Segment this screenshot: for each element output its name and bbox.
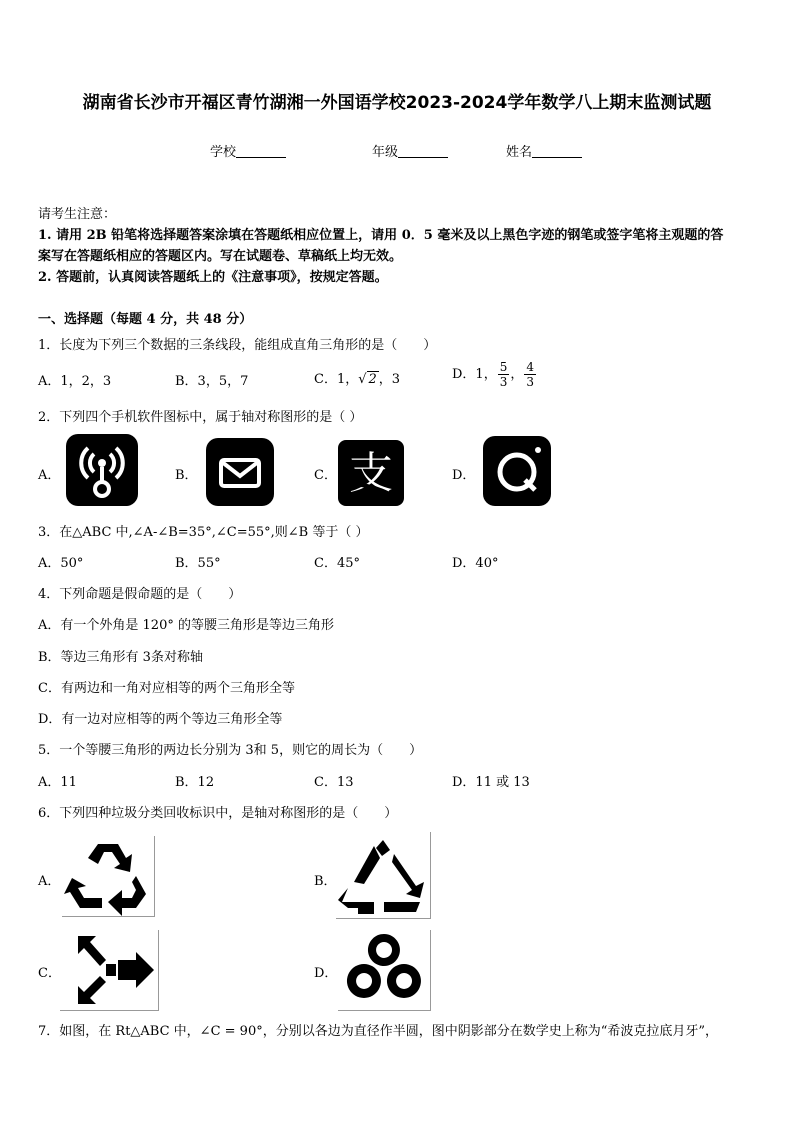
grade-field[interactable] (372, 141, 448, 160)
q6-option-d-label[interactable]: D． (314, 966, 338, 981)
q3-option-a[interactable]: A．50° (38, 556, 84, 571)
q1-d-f1-den: 3 (499, 375, 508, 389)
q1-d-f2-num: 4 (526, 360, 534, 374)
q1-c-sqrt: √ 2 (358, 372, 377, 387)
q1-option-c[interactable] (314, 368, 400, 387)
wifi-key-icon[interactable] (66, 434, 138, 506)
grade-label: 年级 (372, 145, 399, 160)
recycle-trefoil-icon[interactable] (338, 930, 431, 1011)
q-search-icon[interactable] (483, 436, 551, 506)
notice-heading: 请考生注意： (38, 207, 117, 222)
q6-stem: 6．下列四种垃圾分类回收标识中，是轴对称图形的是（ ） (38, 806, 398, 821)
q6-option-a-label[interactable]: A． (38, 874, 61, 889)
mail-icon[interactable] (206, 438, 274, 506)
q4-stem: 4．下列命题是假命题的是（ ） (38, 587, 242, 602)
recycle-converging-arrows-icon[interactable] (60, 930, 159, 1011)
q3-option-b[interactable]: B．55° (175, 556, 221, 571)
q3-stem: 3．在△ABC 中,∠A-∠B=35°,∠C=55°,则∠B 等于（ ） (38, 525, 369, 540)
name-field[interactable] (506, 141, 582, 160)
q1-d-prefix: D．1， (452, 367, 497, 382)
q5-option-d[interactable]: D．11 或 13 (452, 775, 530, 790)
q5-option-b[interactable]: B．12 (175, 775, 215, 790)
q1-d-f2-den: 3 (526, 375, 534, 389)
q4-option-b[interactable]: B．等边三角形有 3条对称轴 (38, 650, 203, 665)
q1-stem: 1．长度为下列三个数据的三条线段，能组成直角三角形的是（ ） (38, 338, 437, 353)
name-label: 姓名 (506, 145, 533, 160)
q6-option-b-label[interactable]: B． (314, 874, 337, 889)
q5-stem: 5．一个等腰三角形的两边长分别为 3和 5，则它的周长为（ ） (38, 743, 423, 758)
q2-option-b-label[interactable]: B． (175, 468, 198, 483)
q1-d-fraction-1 (498, 360, 510, 389)
notice-item1-line1: 1. 请用 2B 铅笔将选择题答案涂填在答题纸相应位置上，请用 0．5 毫米及以上黑色字迹的钢笔或签字笔将主观题的答 (38, 228, 724, 243)
school-blank[interactable] (236, 145, 286, 158)
alipay-glyph: 支 (349, 448, 393, 499)
q5-option-c[interactable]: C．13 (314, 775, 354, 790)
q1-d-fraction-2 (524, 360, 536, 389)
q4-option-c[interactable]: C．有两边和一角对应相等的两个三角形全等 (38, 681, 295, 696)
school-field[interactable] (210, 141, 286, 160)
q2-stem: 2．下列四个手机软件图标中，属于轴对称图形的是（ ） (38, 410, 363, 425)
q3-option-c[interactable]: C．45° (314, 556, 360, 571)
q1-d-sep: ， (510, 367, 524, 382)
q1-d-f1-num: 5 (499, 360, 508, 374)
q1-c-radicand: 2 (368, 372, 377, 387)
q3-option-d[interactable]: D．40° (452, 556, 499, 571)
name-blank[interactable] (532, 145, 582, 158)
q7-stem: 7．如图，在 Rt△ABC 中，∠C = 90°，分别以各边为直径作半圆，图中阴影部分在数学史上称为“希波克拉底月牙”， (38, 1024, 719, 1039)
q5-option-a[interactable]: A．11 (38, 775, 77, 790)
section-heading: 一、选择题（每题 4 分，共 48 分） (38, 312, 253, 327)
q2-option-d-label[interactable]: D． (452, 468, 476, 483)
notice-item1-line2: 案写在答题纸相应的答题区内。写在试题卷、草稿纸上均无效。 (38, 249, 403, 264)
recycle-triangle-icon[interactable] (336, 832, 431, 919)
recycle-arrows-icon[interactable] (62, 836, 155, 917)
q1-c-prefix: C．1， (314, 372, 359, 387)
school-label: 学校 (210, 145, 237, 160)
q4-option-d[interactable]: D．有一边对应相等的两个等边三角形全等 (38, 712, 283, 727)
q1-c-suffix: ，3 (378, 372, 401, 387)
q1-option-d[interactable] (452, 360, 537, 389)
q2-option-c-label[interactable]: C． (314, 468, 337, 483)
q1-option-a[interactable]: A．1，2，3 (38, 374, 112, 389)
notice-item2: 2. 答题前，认真阅读答题纸上的《注意事项》，按规定答题。 (38, 270, 388, 285)
q6-option-c-label[interactable]: C． (38, 966, 61, 981)
q1-option-b[interactable]: B．3，5，7 (175, 374, 249, 389)
q2-option-a-label[interactable]: A． (38, 468, 61, 483)
q4-option-a[interactable]: A．有一个外角是 120° 的等腰三角形是等边三角形 (38, 618, 334, 633)
page-title: 湖南省长沙市开福区青竹湖湘一外国语学校2023-2024学年数学八上期末监测试题 (82, 93, 712, 113)
grade-blank[interactable] (398, 145, 448, 158)
alipay-icon[interactable] (338, 440, 404, 506)
